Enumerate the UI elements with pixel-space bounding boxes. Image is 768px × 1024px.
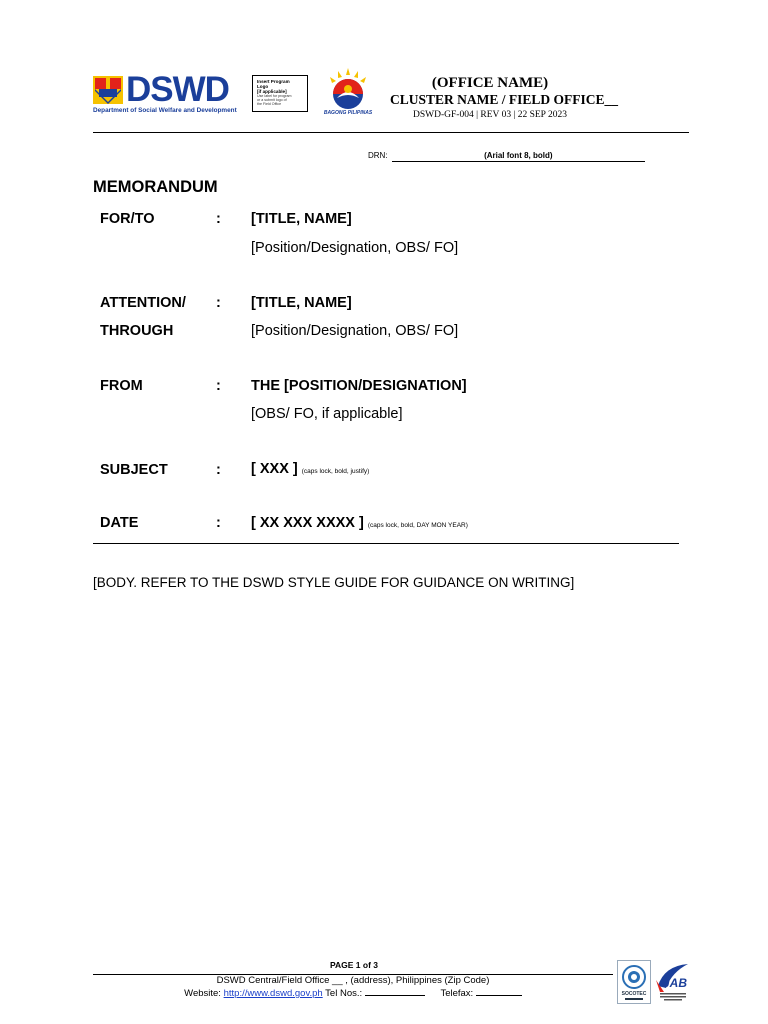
for-name: [TITLE, NAME] [251,211,352,227]
date-value: [ XX XXX XXXX ] [251,515,364,531]
attention-colon: : [216,295,221,311]
socotec-certification-logo [617,960,651,1004]
socotec-label: SOCOTEC [621,991,647,997]
date-value-row [251,515,468,531]
date-colon: : [216,515,221,531]
program-logo-line: Use label for program [257,94,292,98]
website-link[interactable]: http://www.dswd.gov.ph [223,988,323,999]
memo-title: MEMORANDUM [93,178,218,196]
bagong-pilipinas-logo [320,68,376,118]
dswd-emblem-icon [93,76,123,104]
website-label: Website: [184,988,221,999]
drn-label: DRN: [368,151,388,160]
jab-label: JAB [662,976,688,990]
bagong-pilipinas-emblem-icon [320,68,376,110]
from-label: FROM [100,378,143,394]
for-label: FOR/TO [100,211,155,227]
jab-certification-logo [654,960,690,1004]
subject-value-row [251,461,369,477]
cluster-name: CLUSTER NAME / FIELD OFFICE__ [390,92,619,107]
footer-contact [93,986,613,999]
date-note: (caps lock, bold, DAY MON YEAR) [367,522,468,529]
attention-name: [TITLE, NAME] [251,295,352,311]
subject-value: [ XXX ] [251,461,298,477]
through-label: THROUGH [100,323,174,339]
date-label: DATE [100,515,139,531]
office-name: (OFFICE NAME) [431,75,549,91]
tel-label: Tel Nos.: [325,988,363,999]
from-name: THE [POSITION/DESIGNATION] [251,378,467,394]
office-header [380,74,619,122]
subject-colon: : [216,462,221,478]
for-colon: : [216,211,221,227]
dswd-logo [93,70,238,116]
program-logo-line: the Field Office [257,102,282,107]
bagong-pilipinas-caption: BAGONG PILIPINAS [323,110,373,116]
subject-note: (caps lock, bold, justify) [301,468,370,475]
telefax-blank [476,986,522,996]
subject-label: SUBJECT [100,462,168,478]
for-position: [Position/Designation, OBS/ FO] [251,240,459,256]
program-logo-line: Insert Program [257,79,290,84]
drn-field [368,151,645,162]
jab-accreditation-icon [654,960,690,1004]
from-colon: : [216,378,221,394]
from-office: [OBS/ FO, if applicable] [251,406,403,422]
drn-value: (Arial font 8, bold) [392,151,645,162]
telefax-label: Telefax: [440,988,474,999]
program-logo-line: or a submit logo of [257,98,287,103]
document-reference: DSWD-GF-004 | REV 03 | 22 SEP 2023 [413,110,567,120]
socotec-certification-icon [617,960,651,1004]
dswd-logo-subtitle: Department of Social Welfare and Development [93,107,237,114]
program-logo-line: Logo [257,84,269,89]
program-logo-line: [if applicable] [257,89,287,94]
tel-blank [365,986,425,996]
dswd-logo-text: DSWD [126,70,229,109]
program-logo-placeholder [252,75,308,112]
page-number: PAGE 1 of 3 [329,960,379,970]
attention-label: ATTENTION/ [100,295,186,311]
memo-divider [93,543,679,544]
footer-address: DSWD Central/Field Office __ , (address), Philippines (Zip Code) [216,975,490,986]
memo-body: [BODY. REFER TO THE DSWD STYLE GUIDE FOR GUIDANCE ON WRITING] [93,575,575,590]
header-divider [93,132,689,133]
attention-position: [Position/Designation, OBS/ FO] [251,323,459,339]
